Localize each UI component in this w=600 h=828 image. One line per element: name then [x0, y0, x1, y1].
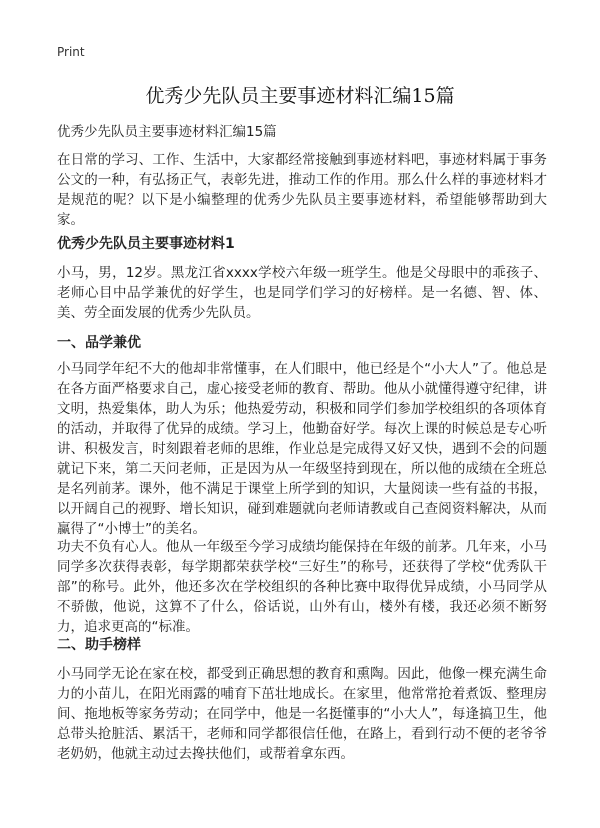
section-title: 优秀少先队员主要事迹材料1 — [57, 236, 235, 252]
document-subtitle: 优秀少先队员主要事迹材料汇编15篇 — [57, 124, 277, 140]
document-title: 优秀少先队员主要事迹材料汇编15篇 — [145, 85, 455, 107]
heading-helper-model: 二、助手榜样 — [57, 637, 141, 653]
heading-excellent-study: 一、品学兼优 — [57, 335, 141, 351]
print-label: Print — [57, 45, 85, 59]
profile-paragraph: 小马，男，12岁。黑龙江省xxxx学校六年级一班学生。他是父母眼中的乖孩子、老师心目中品学兼优的好学生，也是同学们学习的好榜样。是一名德、智、体、美、劳全面发展的优秀少先队员。 — [57, 265, 547, 321]
paragraph-helper: 小马同学无论在家在校，都受到正确思想的教育和熏陶。因此，他像一棵充满生命力的小苗儿，在阳光雨露的哺育下茁壮地成长。在家里，他常常抢着煮饭、整理房间、拖地板等家务劳动；在同学中，他是一名挺懂事的“小大人”，每逢搞卫生，他总带头抢脏活、累活干，老师和同学都很信任他，在路上，看到行动不便的老爷爷老奶奶，他就主动过去搀扶他们，或帮着拿东西。 — [57, 666, 547, 762]
paragraph-achievements: 功夫不负有心人。他从一年级至今学习成绩均能保持在年级的前茅。几年来，小马同学多次获得表彰，每学期都荣获学校“三好生”的称号，还获得了学校“优秀队干部”的称号。此外，他还多次在学校组织的各种比赛中取得优异成绩，小马同学从不骄傲，他说，这算不了什么，俗话说，山外有山，楼外有楼，我还必须不断努力，追求更高的“标准。 — [57, 539, 547, 635]
intro-paragraph: 在日常的学习、工作、生活中，大家都经常接触到事迹材料吧，事迹材料属于事务公文的一种，有弘扬正气，表彰先进，推动工作的作用。那么什么样的事迹材料才是规范的呢？以下是小编整理的优秀少先队员主要事迹材料，希望能够帮助到大家。 — [57, 152, 547, 228]
paragraph-study: 小马同学年纪不大的他却非常懂事，在人们眼中，他已经是个“小大人”了。他总是在各方面严格要求自己，虚心接受老师的教育、帮助。他从小就懂得遵守纪律，讲文明，热爱集体，助人为乐；他热爱劳动，积极和同学们参加学校组织的各项体育的活动，并取得了优异的成绩。学习上，他勤奋好学。每次上课的时候总是专心听讲、积极发言，时刻跟着老师的思维，作业总是完成得又好又快，遇到不会的问题就记下来，第二天问老师，正是因为从一年级坚持到现在，所以他的成绩在全班总是名列前茅。课外，他不满足于课堂上所学到的知识，大量阅读一些有益的书报，以开阔自己的视野、增长知识，碰到难题就向老师请教或自己查阅资料解决，从而赢得了“小博士”的美名。 — [57, 361, 547, 537]
